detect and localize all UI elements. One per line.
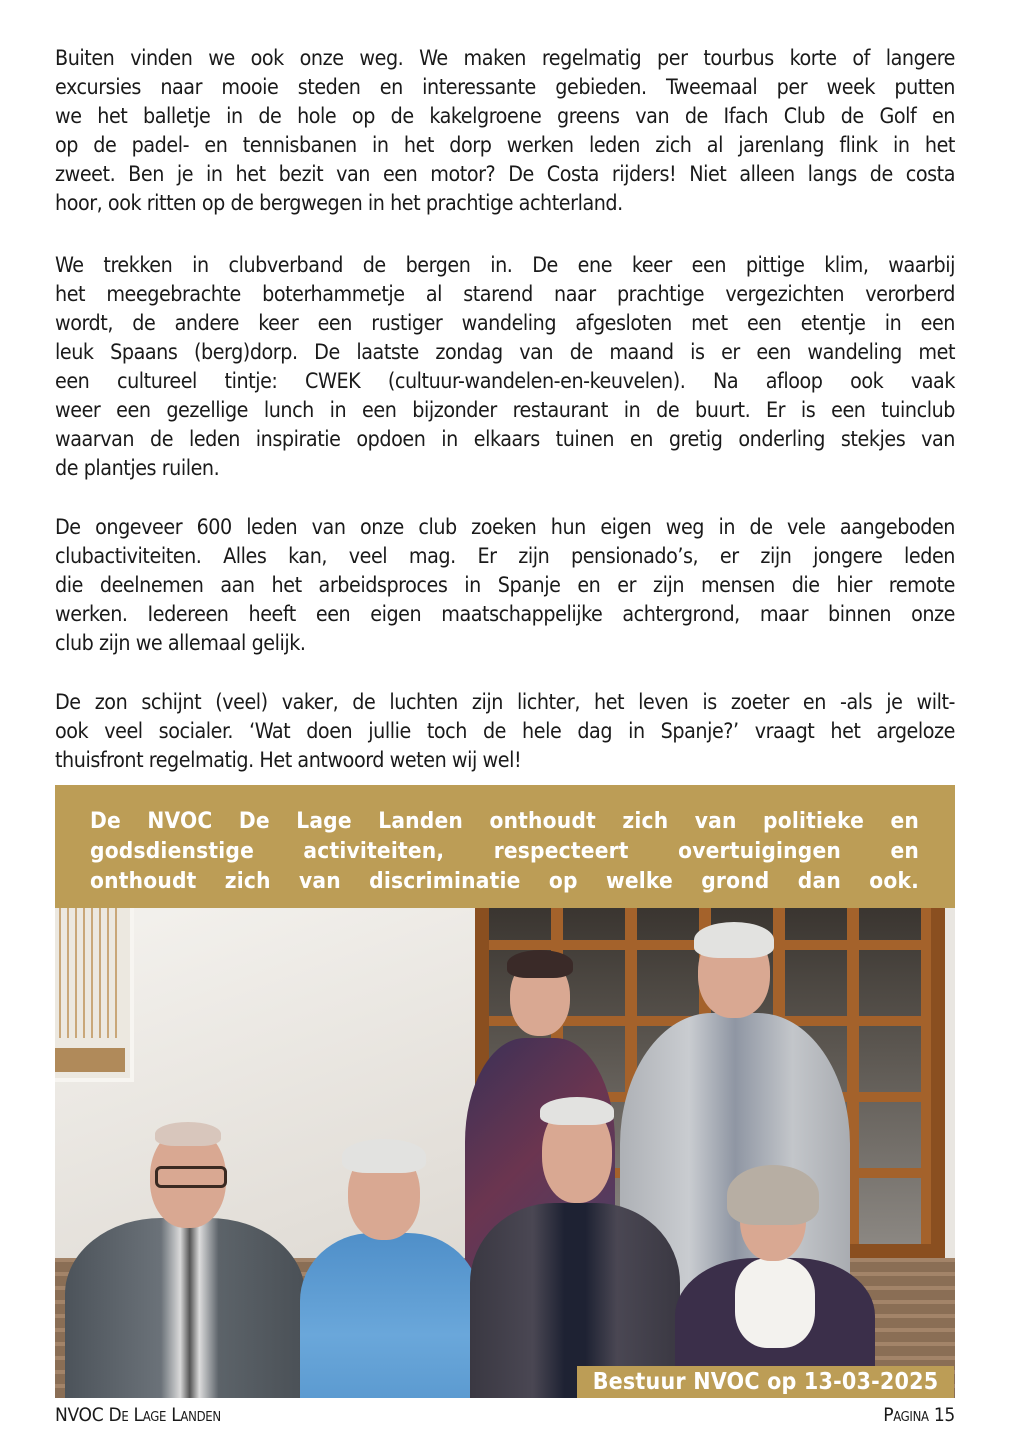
notice-line: De NVOC De Lage Landen onthoudt zich van politieke en (90, 808, 919, 834)
photo-caption: Bestuur NVOC op 13-03-2025 (577, 1366, 954, 1398)
notice-box (55, 785, 955, 908)
notice-line: onthoudt zich van discriminatie op welke grond dan ook. (90, 868, 919, 894)
text-line: werken. Iedereen heeft een eigen maatschappelijke achtergrond, maar binnen onze (55, 602, 955, 627)
article-paragraph-3 (55, 513, 955, 658)
text-line: De ongeveer 600 leden van onze club zoeken hun eigen weg in de vele aangeboden (55, 515, 955, 540)
text-line: We trekken in clubverband de bergen in. De ene keer een pittige klim, waarbij (55, 253, 955, 278)
text-line: wordt, de andere keer een rustiger wandeling afgesloten met een etentje in een (55, 311, 955, 336)
text-line: de plantjes ruilen. (55, 456, 220, 481)
text-line: het meegebrachte boterhammetje al starend naar prachtige vergezichten verorberd (55, 282, 955, 307)
footer-publication-name: NVOC De Lage Landen (55, 1404, 221, 1426)
white-scarf (735, 1258, 815, 1348)
text-line: zweet. Ben je in het bezit van een motor? De Costa rijders! Niet alleen langs de costa (55, 162, 955, 187)
birdcage (59, 908, 119, 1038)
article-paragraph-1 (55, 44, 955, 218)
text-line: clubactiviteiten. Alles kan, veel mag. Er zijn pensionado’s, er zijn jongere leden (55, 544, 955, 569)
person-front-3 (470, 1093, 680, 1398)
notice-text (90, 806, 919, 896)
text-line: De zon schijnt (veel) vaker, de luchten zijn lichter, het leven is zoeter en -als je wilt- (55, 690, 955, 715)
footer-page-number: Pagina 15 (883, 1404, 955, 1426)
article-paragraph-4 (55, 688, 955, 775)
text-line: thuisfront regelmatig. Het antwoord weten wij wel! (55, 748, 522, 773)
text-line: waarvan de leden inspiratie opdoen in elkaars tuinen en gretig onderling stekjes van (55, 427, 955, 452)
text-line: Buiten vinden we ook onze weg. We maken regelmatig per tourbus korte of langere (55, 46, 955, 71)
article-paragraph-2 (55, 251, 955, 483)
notice-line: godsdienstige activiteiten, respecteert overtuigingen en (90, 838, 919, 864)
text-line: excursies naar mooie steden en interessante gebieden. Tweemaal per week putten (55, 75, 955, 100)
photo-shelf (55, 908, 134, 1082)
text-line: club zijn we allemaal gelijk. (55, 631, 306, 656)
text-line: hoor, ook ritten op de bergwegen in het prachtige achterland. (55, 191, 623, 216)
text-line: ook veel socialer. ‘Wat doen jullie toch de hele dag in Spanje?’ vraagt het argeloze (55, 719, 955, 744)
person-front-1 (55, 1118, 305, 1398)
text-line: op de padel- en tennisbanen in het dorp werken leden zich al jarenlang flink in het (55, 133, 955, 158)
person-front-2 (300, 1133, 480, 1398)
text-line: een cultureel tintje: CWEK (cultuur-wandelen-en-keuvelen). Na afloop ook vaak (55, 369, 955, 394)
person-front-4 (675, 1163, 875, 1398)
text-line: weer een gezellige lunch in een bijzonder restaurant in de buurt. Er is een tuinclub (55, 398, 955, 423)
text-line: leuk Spaans (berg)dorp. De laatste zondag van de maand is er een wandeling met (55, 340, 955, 365)
glasses (155, 1166, 227, 1188)
text-line: die deelnemen aan het arbeidsproces in Spanje en er zijn mensen die hier remote (55, 573, 955, 598)
group-photo (55, 908, 955, 1398)
text-line: we het balletje in de hole op de kakelgroene greens van de Ifach Club de Golf en (55, 104, 955, 129)
